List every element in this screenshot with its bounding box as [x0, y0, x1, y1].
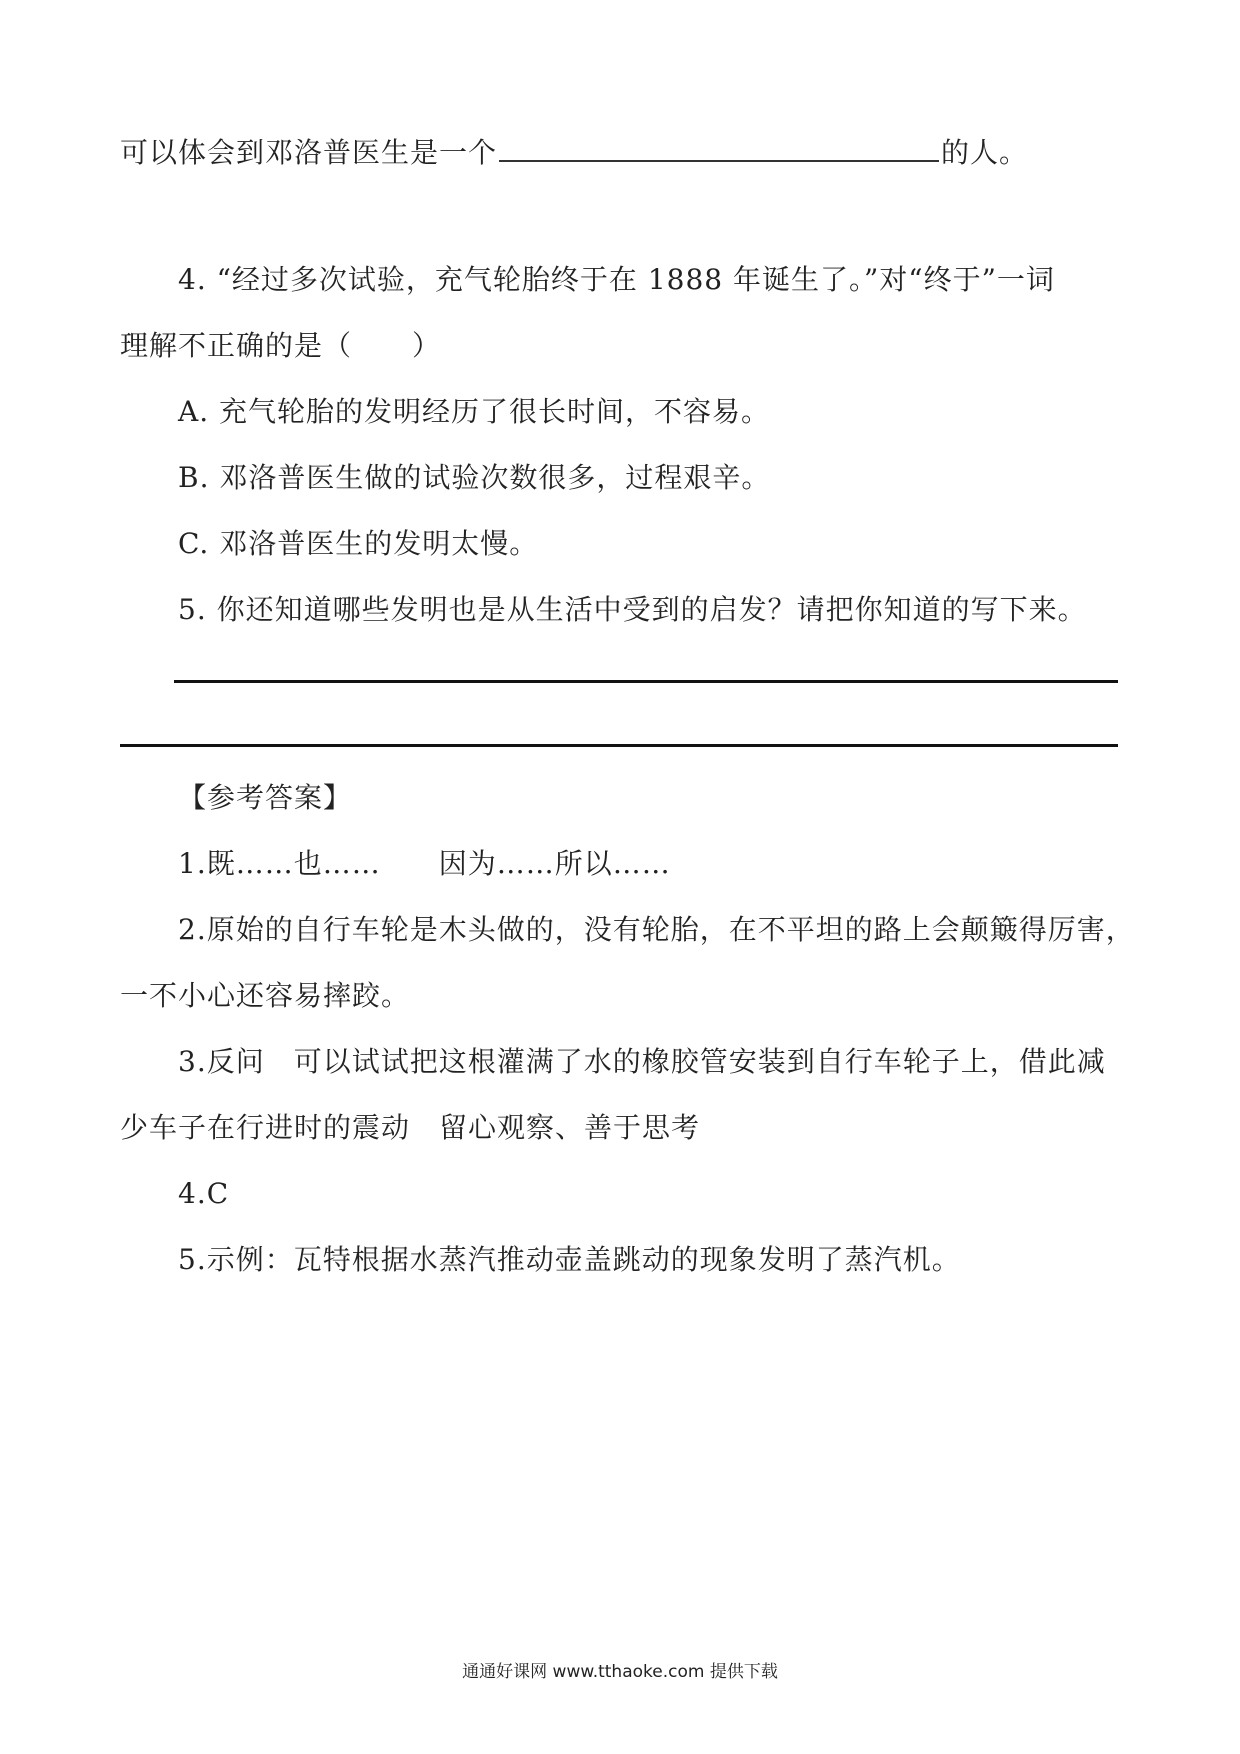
answers-heading: 【参考答案】 — [178, 781, 353, 814]
q4-option-b: B. 邓洛普医生做的试验次数很多，过程艰辛。 — [178, 461, 771, 494]
answer-3-line2: 少车子在行进时的震动 留心观察、善于思考 — [120, 1111, 701, 1144]
answer-5: 5.示例：瓦特根据水蒸汽推动壶盖跳动的现象发明了蒸汽机。 — [178, 1243, 961, 1276]
q5-answer-line-1[interactable] — [174, 680, 1118, 683]
q4-stem-line2-after: ） — [412, 329, 442, 362]
answer-1: 1.既……也…… 因为……所以…… — [178, 847, 671, 880]
q4-stem-line2 — [120, 328, 441, 364]
q5-stem: 5. 你还知道哪些发明也是从生活中受到的启发？请把你知道的写下来。 — [178, 593, 1087, 626]
answer-2-line1: 2.原始的自行车轮是木头做的，没有轮胎，在不平坦的路上会颠簸得厉害， — [178, 913, 1135, 946]
q4-option-c: C. 邓洛普医生的发明太慢。 — [178, 527, 539, 560]
page-footer: 通通好课网 www.tthaoke.com 提供下载 — [462, 1662, 778, 1682]
q3-tail-after: 的人。 — [941, 136, 1029, 169]
answer-2-line2: 一不小心还容易摔跤。 — [120, 979, 411, 1012]
q5-answer-line-2[interactable] — [120, 744, 1118, 747]
q3-answer-blank[interactable] — [499, 134, 939, 162]
answer-3-line1: 3.反问 可以试试把这根灌满了水的橡胶管安装到自行车轮子上，借此减 — [178, 1045, 1106, 1078]
q3-tail-line — [120, 134, 1028, 171]
q4-option-a: A. 充气轮胎的发明经历了很长时间，不容易。 — [178, 395, 771, 428]
q3-tail-before: 可以体会到邓洛普医生是一个 — [120, 136, 498, 169]
q4-stem-line2-before: 理解不正确的是（ — [120, 329, 353, 362]
q4-stem-line1: 4. “经过多次试验，充气轮胎终于在 1888 年诞生了。”对“终于”一词 — [178, 263, 1055, 296]
answer-4: 4.C — [178, 1177, 230, 1210]
